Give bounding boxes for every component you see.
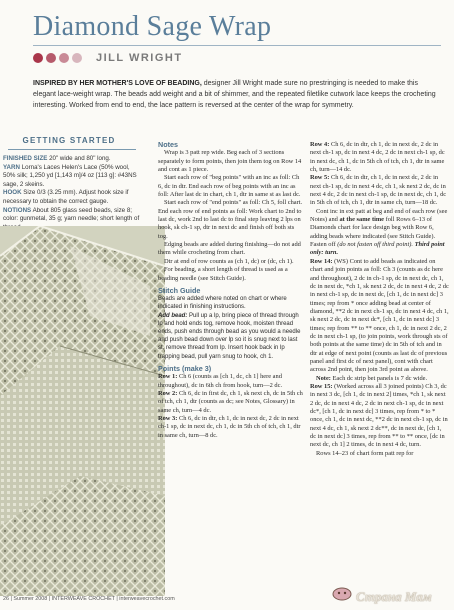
row5-text: Ch 6, dc in dtr, ch 1, dc in next dc, 2 dc in next ch-1 sp, dc in next 4 dc, ch 1, sk next 2 dc, dc in next 4 dc, 2 dc in next ch-1 sp, dc in next dc, ch 1, dc in 5th ch of tch, ch 1, dtr in same ch, turn—18 dc. (310, 174, 447, 207)
page-number: 26 (3, 596, 9, 602)
row1-text: Ch 6 (counts as [ch 1, dc, ch 1] here and throughout), dc in 6th ch from hook, turn—2 dc. (158, 373, 283, 389)
yarn-value: Lorna's Laces Helen's Lace (50% wool, 50% silk; 1,250 yd [1,143 m]/4 oz [113 g]: #43NS sage, 2 skeins. (3, 163, 137, 188)
getting-started-rule (8, 149, 136, 150)
notes-p6: For beading, a short length of thread is used as a beading needle (see Stitch Guide). (158, 266, 288, 282)
getting-started-heading: GETTING STARTED (22, 136, 116, 145)
row4-label: Row 4: (310, 141, 330, 148)
stitch-guide-intro: Beads are added where noted on chart or where indicated in finishing instructions. (158, 296, 287, 311)
row1-label: Row 1: (158, 373, 178, 381)
add-bead-text: Pull up a lp, bring piece of thread through lp and hold ends tog, remove hook, moisten thread ends, push ends through bead as you would a needle and push bead down over lp so it is snug next to last st, remove thread from lp. Insert hook back in lp trapping bead, pull yarn snug to hook, ch 1. (158, 312, 301, 360)
row14-label: Row 14: (310, 257, 333, 265)
intro-text: designer Jill Wright made sure no prestringing is needed to make this elegant lace-weight wrap. The beads add weight and a bit of shimmer, and the repeated filetlike cutwork lace keeps the crocheting interesting. Worked from end to end, the lace pattern is reversed at the center of the wrap for symmetry. (33, 80, 436, 109)
page-footer: 26 | Summer 2008 | INTERWEAVE CROCHET | interweavecrochet.com (3, 596, 175, 602)
row14-text: (WS) Cont to add beads as indicated on chart and join points as foll: Ch 3 (counts as dc here and throughout), 2 dc in ch-1 sp, dc in next dc, ch 1, dc in next dc, *ch 1, sk next 2 dc, dc in next 4 dc, 2 dc in next ch-1 sp, dc in next dc, [ch 1, dc in next dc] 3 times; rep from * once adding bead at center of diamond, **2 dc in next ch-1 sp, dc in next 4 dc, ch 1, sk next 2 dc, dc in next dc*, [ch 1, dc in next dc] 3 times; rep from ** to ** once, ch 1, dc in next 2 dc, 2 dc in next ch-1 sp, (to join points, work through sts of both points at the same time) dc in 5th of tch and in dtr at edge of next point (counts as last dc of previous panel and first dc of next panel), cont with chart across 2nd point, then join 3rd point as above. (310, 257, 449, 374)
row3-label: Row 3: (158, 414, 178, 422)
row5-label: Row 5: (310, 174, 330, 182)
stitch-guide-heading: Stitch Guide (158, 285, 201, 295)
yarn-label: YARN (3, 163, 20, 171)
row3-text: Ch 6, dc in dtr, ch 1, dc in next dc, 2 dc in next ch-1 sp, dc in next dc, ch 1, dc in 5th ch of tch, ch 1, dtr in same ch, turn—8 dc. (158, 414, 301, 439)
column-rows (310, 141, 449, 458)
row2-label: Row 2: (158, 389, 178, 397)
size-label: FINISHED SIZE (3, 155, 48, 162)
dot-2 (46, 53, 56, 63)
cont-emphasis: at the same time (339, 216, 385, 224)
notions-value: About 805 glass seed beads, size 8; color: gunmetal, 35 g; yarn needle; short length of (3, 206, 140, 223)
intro-paragraph (33, 78, 438, 111)
add-bead-instructions (158, 312, 304, 361)
notes-heading: Notes (158, 140, 178, 149)
issue-date: Summer 2008 (13, 596, 48, 602)
size-value: 20" wide and 80" long. (47, 155, 111, 162)
column-notes (158, 141, 304, 440)
row15-text: (Worked across all 3 joined points) Ch 3, dc in next 3 dc, [ch 1, dc in next 2] times, *ch 1, sk next 2 dc, dc in next 4 dc, 2 dc in next ch-1 sp, dc in next dc*, [ch 1, dc in next dc] 3 times, rep from * to * once, ch 1, dc in next dc, **2 dc in next ch-1 sp, dc in next 4 dc, ch 1, sk next 2 dc**, dc in next dc, [ch 1, dc in next dc] 3 times, rep from ** to ** once, [dc in next dc, ch 1] 2 times, dc in next 4 dc, turn. (310, 382, 448, 449)
notions-label: NOTIONS (3, 206, 32, 214)
notes-p4: Edging beads are added during finishing—do not add them while crocheting from chart. (158, 241, 301, 257)
title-divider (33, 45, 441, 46)
cont-text-2: foll Rows 6–13 of Diamonds chart for lace design beg with Row 6, adding beads where indicated (see Stitch Guide). Fasten off (310, 216, 436, 249)
points-heading: Points (make 3) (158, 363, 212, 373)
watermark-icon (331, 584, 353, 602)
cont-text-1: Cont inc in ext patt at beg and end of each row (see Notes) and (310, 207, 448, 224)
wrap-photo (0, 226, 165, 596)
notes-p1: Wrap is 3 patt rep wide. Beg each of 3 sections separately to form points, then join them tog on Row 14 and cont as 1 piece. (158, 149, 302, 174)
dot-1 (33, 53, 43, 63)
page-title: Diamond Sage Wrap (33, 11, 272, 42)
note-text: Each dc strip bet panels is 7 dc wide. (330, 374, 428, 382)
decorative-dots (33, 53, 82, 63)
row15-label: Row 15: (310, 382, 333, 390)
row16-text: Rows 14–23 of chart form patt rep for (316, 449, 414, 457)
notes-p2: Start each row of "beg points" with an inc as foll: Ch 6, dc in dtr. End each row of beg points with an inc as foll: After last dc in chart, ch 1, dtr in same st as last dc. (158, 174, 301, 199)
notes-p5: Dtr at end of row counts as (ch 1, dc) or (dc, ch 1). (164, 257, 294, 265)
hook-label: HOOK (3, 189, 22, 197)
intro-lead: INSPIRED BY HER MOTHER'S LOVE OF BEADING, (33, 80, 202, 87)
row4-text: Ch 6, dc in dtr, ch 1, dc in next dc, 2 dc in next ch-1 sp, dc in next 4 dc, 2 dc in next ch-1 sp, dc in next dc, ch 1, dc in 5th ch of tch, ch 1, dtr in same ch, turn—14 dc. (310, 141, 445, 174)
magazine-name: INTERWEAVE CROCHET (51, 596, 115, 602)
cont-text-3: Third point only: turn. (310, 241, 445, 257)
hook-value: Size 0/3 (3.25 mm). Adjust hook size if necessary to obtain the correct gauge. (3, 189, 129, 205)
dot-4 (72, 53, 82, 63)
dot-3 (59, 53, 69, 63)
cont-italic: (do not fasten off third point). (337, 241, 413, 249)
watermark-text: Страна Мам (356, 589, 432, 604)
notes-p3: Start each row of "end points" as foll: Ch 5, foll chart. End each row of end points as foll: Work chart to 2nd to last dc, work 2nd to last dc to final step leaving 2 lps on hook, sk ch-1 sp, dtr in next dc and finish off both sts tog. (158, 199, 303, 240)
note-label: Note: (316, 374, 331, 382)
row2-text: Ch 6, dc in first dc, ch 1, sk next ch, dc in 5th ch of tch, ch 1, dtr (counts as dc; see Notes, Glossary) in same ch, turn—4 dc. (158, 389, 303, 414)
author-name: JILL WRIGHT (96, 52, 183, 64)
add-bead-term: Add bead: (158, 312, 188, 319)
website: interweavecrochet.com (119, 596, 175, 602)
